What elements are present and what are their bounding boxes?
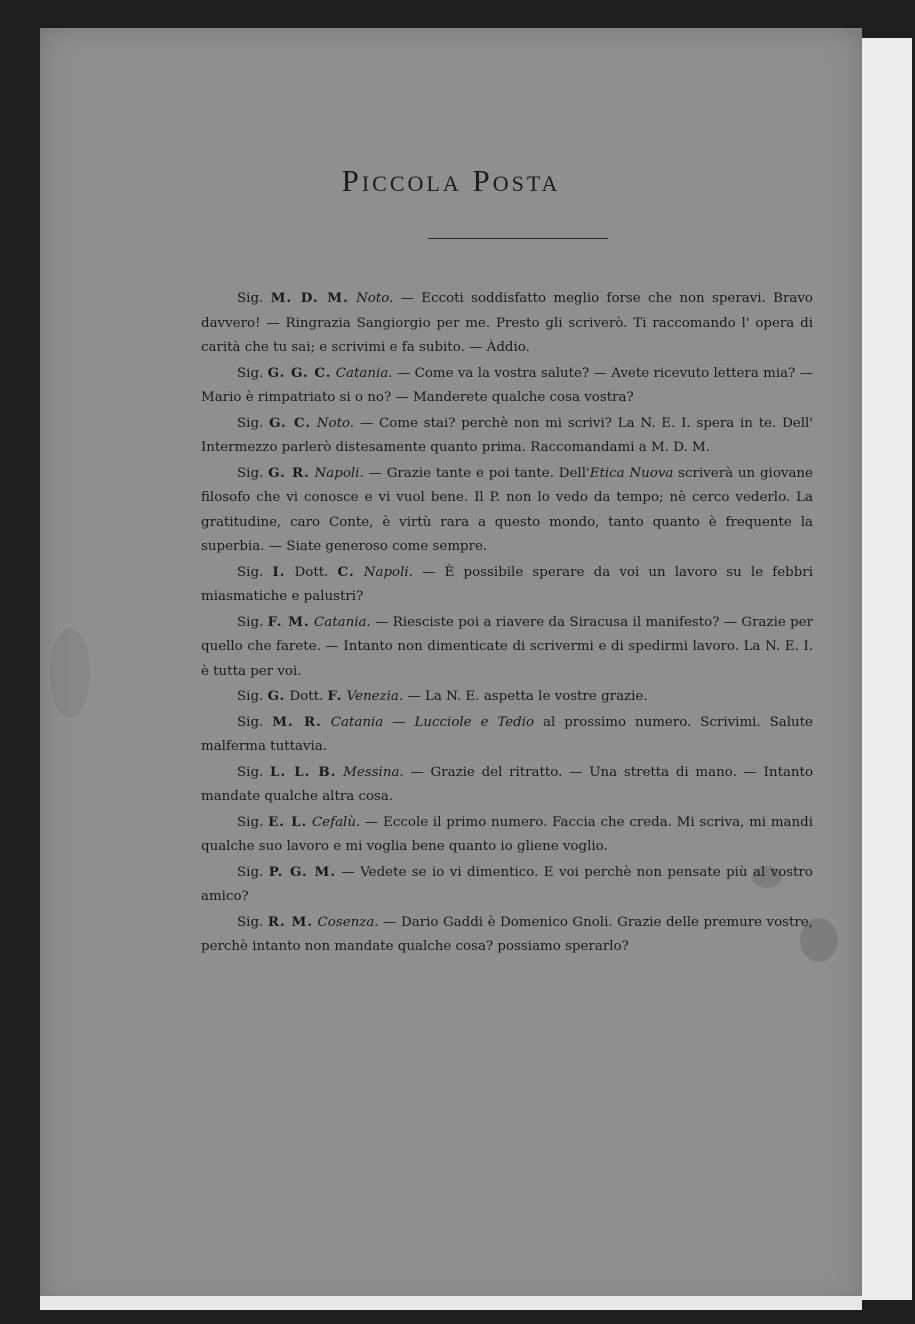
document-page [40,28,862,1306]
recipient-initials: P. G. M. [268,863,336,880]
recipient-initials: M. R. [272,713,322,730]
recipient-initials: G. R. [268,464,310,481]
letter-entry: Sig. I. Dott. C. Napoli. — È possibile sperare da voi un lavoro su le febbri miasmatiche e palustri? [201,563,813,604]
page-title: Piccola Posta [341,163,561,198]
recipient-initials: F. [327,688,343,704]
work-title: Etica Nuova [589,465,674,481]
letter-entry: Sig. G. G. C. Catania. — Come va la vostra salute? — Avete ricevuto lettera mia? — Mario è rimpatriato si o no? — Manderete qualche cosa vostra? [201,364,813,405]
letter-entry: Sig. M. D. M. Noto. — Eccoti soddisfatto meglio forse che non speravi. Bravo davvero! — Ringrazia Sangiorgio per me. Presto gli scriverò. Ti raccomando l' opera di carità che tu sai; e scrivimi e fa subito. — Àddio. [201,290,813,355]
recipient-initials: G. G. C. [267,364,332,381]
recipient-place: Catania. [313,614,371,630]
letter-entry: Sig. P. G. M. — Vedete se io vi dimentico. E voi perchè non pensate più al vostro amico? [201,863,813,904]
recipient-place: Catania. [335,365,393,381]
recipient-place: Napoli. [314,465,364,481]
work-title: Lucciole e Tedio [414,714,535,730]
recipient-place: Cosenza. [317,914,379,930]
recipient-initials: G. [267,688,286,704]
recipient-initials: R. M. [267,913,314,930]
recipient-place: Messina. [343,764,404,780]
letter-entry: Sig. E. L. Cefalù. — Eccole il primo numero. Faccia che creda. Mi scriva, mi mandi qualche suo lavoro e mi voglia bene quanto io gliene voglio. [201,813,813,854]
recipient-place: Napoli. [363,564,413,580]
letter-entry: Sig. F. M. Catania. — Riesciste poi a riavere da Siracusa il manifesto? — Grazie per quello che farete. — Intanto non dimenticate di scrivermi e di spedirmi lavoro. La N. E. I. è tutta per voi. [201,613,813,679]
stain-mark [50,628,90,718]
recipient-place: Noto. [356,291,394,306]
recipient-initials: M. D. M. [270,290,349,306]
recipient-place: Noto. [316,415,355,431]
recipient-initials: L. L. B. [270,763,337,780]
recipient-initials: G. C. [269,414,311,431]
letter-entry: Sig. G. C. Noto. — Come stai? perchè non mi scrivi? La N. E. I. spera in te. Dell' Intermezzo parlerò distesamente quanto prima. Raccomandami a M. D. M. [201,414,813,455]
letter-entry: Sig. G. Dott. F. Venezia. — La N. E. aspetta le vostre grazie. [237,688,648,704]
recipient-initials: E. L. [268,813,308,830]
recipient-initials: I. [272,563,286,580]
page-bottom-edge [40,1296,862,1310]
letter-entry: Sig. R. M. Cosenza. — Dario Gaddi è Domenico Gnoli. Grazie delle premure vostre, perchè intanto non mandate qualche cosa? possiamo sperarlo? [201,913,813,954]
letter-entry: Sig. M. R. Catania — Lucciole e Tedio al prossimo numero. Scrivimi. Salute malferma tuttavia. [201,713,813,754]
letters-column [201,286,813,960]
recipient-initials: C. [337,563,355,580]
letter-entry: Sig. L. L. B. Messina. — Grazie del ritratto. — Una stretta di mano. — Intanto mandate qualche altra cosa. [201,763,814,804]
recipient-place: Cefalù. [311,814,361,830]
recipient-place: Catania [330,714,384,730]
letter-entry: Sig. G. R. Napoli. — Grazie tante e poi tante. Dell'Etica Nuova scriverà un giovane filosofo che vi conosce e vi vuol bene. Il P. non lo vedo da tempo; nè cerco vederlo. La gratitudine, caro Conte, è virtù rara a questo mondo, tanto quanto è frequente la superbia. — Siate generoso come sempre. [201,464,813,554]
recipient-initials: F. M. [267,613,310,630]
title-rule [428,238,608,239]
recipient-place: Venezia. [346,689,404,704]
